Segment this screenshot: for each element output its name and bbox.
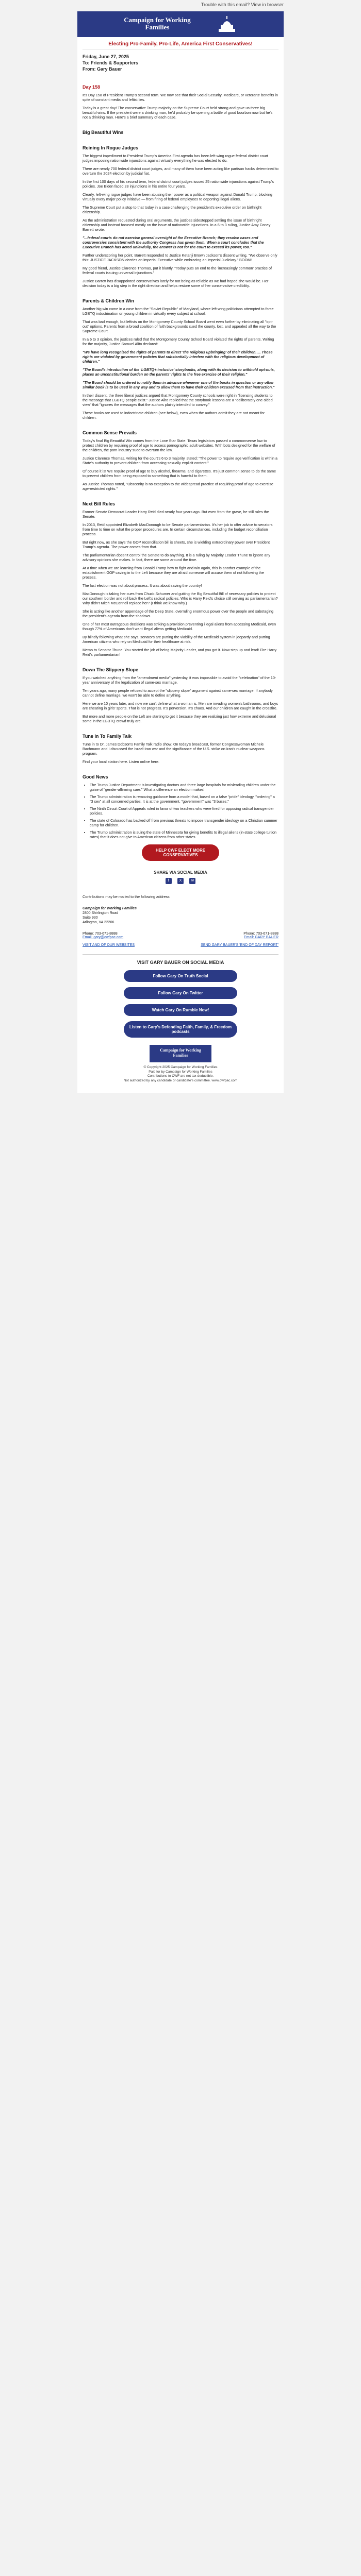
day-counter: Day 158 [83,84,101,90]
contrib-note: Contributions may be mailed to the following address: [83,894,171,899]
good-news-item: • The Trump administration is suing the state of Minnesota for giving benefits to illegal aliens (in-state college tuition rates) that it does not give to American citizens from other states. [90,830,278,839]
body-paragraph: She is acting like another appendage of the Deep State, overruling enormous power over the people and sabotaging the president's agenda from the shadows. [83,609,274,618]
body-paragraph: Tune in to Dr. James Dobson's Family Talk radio show. On today's broadcast, former Congresswoman Michele Bachmann and I discussed the Israel-Iran war and the significance of the U.S. strike on Iran's nuclear weapons program. [83,742,265,756]
body-paragraph: In the first 100 days of his second term, federal district court judges issued 25 nationwide injunctions against Trump's policies. Joe Biden faced 28 injunctions in his entire four years. [83,179,274,189]
footer: © Copyright 2025 Campaign for Working Families Paid for by Campaign for Working Families Contributions to CWF are not tax-deductible. Not authorized by any candidate or candidate's committee. www.cwfpac.com [123,1065,238,1082]
body-paragraph: The Supreme Court put a stop to that today in a case challenging the president's executive order on birthright citizenship. [83,205,261,214]
website-links [83,943,278,947]
section-heading: Tune In To Family Talk [83,734,132,739]
email-link-left[interactable]: Email: gary@cwfpac.com [83,936,124,939]
body-paragraph: Today's final Big Beautiful Win comes from the Lone Star State. Texas legislators passed a commonsense law to protect children by requiring proof of age to access pornographic adult websites. With bots designed for the welfare of the children, the porn industry sued to overturn the law. [83,438,275,452]
body-paragraph: As Justice Thomas noted, "Obscenity is no exception to the widespread practice of requiring proof of age to exercise age-restricted rights." [83,482,273,491]
body-paragraph: But more and more people on the Left are starting to get it because they are realizing just how extreme and delusional some in the LGBTQ crowd truly are. [83,714,276,723]
email-icon[interactable]: ✉ [189,878,195,884]
body-paragraph: In 2013, Reid appointed Elizabeth MacDonough to be Senate parliamentarian. It's her job to offer advice to senators from time to time on what the proper procedures are. In certain circumstances, including the budget reconciliation process. [83,522,273,536]
body-paragraph: By blindly following what she says, senators are putting the viability of the Medicaid system in jeopardy and putting American citizens who rely on Medicaid for their healthcare at risk. [83,635,270,644]
section-heading: Big Beautiful Wins [83,130,124,135]
capitol-icon [217,15,237,33]
body-paragraph: At a time when we are learning from Donald Trump how to fight and win again, this is another example of the establishment GOP caving in to the Left because they are afraid someone will accuse them of not following the process. [83,566,264,580]
truth-social-button[interactable]: Follow Gary On Truth Social [124,970,237,982]
body-paragraph: Former Senate Democrat Leader Harry Reid died nearly four years ago. But even from the grave, he still rules the Senate. [83,510,269,519]
tagline: Electing Pro-Family, Pro-Life, America First Conservatives! [83,37,278,49]
body-paragraph: Memo to Senator Thune: You started the job of being Majority Leader, and you got it. Now step up and lead! Fire Harry Reid's parliamentarian! [83,648,277,657]
body-paragraph: Another big win came in a case from the "Soviet Republic" of Maryland, where left-wing politicians attempted to force LGBTQ indoctrination on young children in virtually every subject at school. [83,307,274,316]
section-heading: Down The Slippery Slope [83,667,139,672]
body-paragraph: My good friend, Justice Clarence Thomas, put it bluntly, "Today puts an end to the 'increasingly common' practice of federal courts issuing universal injunctions." [83,266,272,275]
section-heading: Common Sense Prevails [83,430,137,435]
section-heading: Reining In Rogue Judges [83,145,139,150]
section-heading: Parents & Children Win [83,298,134,303]
body-paragraph: Ten years ago, many people refused to accept the "slippery slope" argument against same-sex marriage. If anybody cannot define marriage, we won't be able to define anything. [83,688,273,698]
section-heading: Good News [83,774,108,779]
email-body [77,11,284,1093]
intro-paragraph: Today is a great day! The conservative Trump majority on the Supreme Court held strong and gave us three big beautiful wins. If the president were a drinking man, he'd probably be opening a bottle of good bourbon now but he's not a drinking man. Here's a brief summary of each case. [83,106,273,120]
good-news-list [83,783,278,839]
header-banner [77,11,284,37]
body-paragraph: In a 6 to 3 opinion, the justices ruled that the Montgomery County School Board violated the rights of parents. Writing for the majority, Justice Samuel Alito declared: [83,337,274,346]
intro-paragraph: It's Day 158 of President Trump's second term. We now see that their Social Security, Medicare, or veterans' benefits in spite of constant media and leftist lies. [83,93,278,102]
rumble-button[interactable]: Watch Gary On Rumble Now! [124,1004,237,1016]
body-paragraph: Justice Clarence Thomas, writing for the court's 6 to 3 majority, stated: "The power to require age verification is within a State's authority to prevent children from accessing sexually explicit content." [83,456,277,465]
body-paragraph: Find your local station here. Listen online here. [83,759,160,764]
facebook-icon[interactable]: f [166,878,172,884]
body-paragraph: The parliamentarian doesn't control the Senate to do anything. It is a ruling by Majority Leader Thune to ignore any advisory opinions she makes. In fact, there are some around the time. [83,553,271,562]
visit-websites-link[interactable]: VISIT AND OF OUR WEBSITES [83,943,135,947]
body-paragraph: That was bad enough, but leftists on the Montgomery County School Board went even further by eliminating all "opt-out" options. Parents from a broad coalition of faith backgrounds sued the county, lost, and appealed all the way to the Supreme Court. [83,319,276,333]
memo-header: Friday, June 27, 2025 To: Friends & Supporters From: Gary Bauer [83,54,138,72]
body-paragraph: Clearly, left-wing rogue judges have been abusing their power as a political weapon against Donald Trump, blocking virtually every major policy initiative — from firing of federal employees to deporting illegal aliens. [83,192,272,201]
quote-paragraph: "The Board should be ordered to notify them in advance whenever one of the books in question or any other similar book is to be used in any way and to allow them to have their children excused from that instruction." [83,380,275,389]
good-news-item: • The Ninth Circuit Court of Appeals ruled in favor of two teachers who were fired for opposing radical transgender policies. [90,806,278,816]
share-icons [83,877,278,884]
visit-social-heading: VISIT GARY BAUER ON SOCIAL MEDIA [137,960,224,965]
good-news-item: • The state of Colorado has backed off from previous threats to impose transgender ideology on a Christian summer camp for children. [90,818,278,827]
divider [83,954,278,955]
body-paragraph: The last election was not about process. It was about saving the country! [83,583,202,588]
body-paragraph: The biggest impediment to President Trump's America First agenda has been left-wing rogue federal district court judges imposing nationwide injunctions against virtually everything he was elected to do. [83,154,268,163]
contact-block: Phone: 703-671-8888 Email: gary@cwfpac.com Phone: 703-671-8888 Email: GARY BAUER [83,932,278,939]
x-icon[interactable]: X [177,878,184,884]
body-paragraph: MacDonough is taking her cues from Chuck Schumer and gutting the Big Beautiful Bill of necessary policies to protect our southern border and roll back the Left's radical policies. Who is Harry Reid's choice still serving as parliamentarian? Why didn't Mitch McConnell replace her? (I think we know why.) [83,591,278,605]
end-of-day-report-link[interactable]: SEND GARY BAUER'S 'END OF DAY REPORT' [201,943,278,947]
good-news-item: • The Trump Justice Department is investigating doctors and three large hospitals for misleading children under the guise of "gender-affirming care." What a difference an election makes! [90,783,278,792]
help-elect-button[interactable]: HELP CWF ELECT MORE CONSERVATIVES [142,844,219,861]
quote-paragraph: "...federal courts do not exercise general oversight of the Executive Branch; they resolve cases and controversies consistent with the authority Congress has given them. When a court concludes that the Executive Branch has acted unlawfully, the answer is not for the court to exceed its power, too." [83,235,264,249]
body-paragraph: These books are used to indoctrinate children (see below), even when the authors admit they are not meant for children. [83,411,265,420]
good-news-item: • The Trump administration is removing guidance from a model that, based on a false "pride" ideology, "ordering" a "3 sex" at all concerned parties. It is at the government, "government" was "3 buses." [90,794,278,804]
body-paragraph: In their dissent, the three liberal justices argued that Montgomery County schools were right in "licensing students to the message that LGBTQ people exist." Justice Alito replied that the storybook lessons are a "deliberately one-sided view" that "ignores the messages that the authors plainly intended to convey." [83,393,273,407]
view-in-browser[interactable]: Trouble with this email? View in browser [201,2,284,7]
body-paragraph: Justice Barrett has disappointed conservatives lately for not being as reliable as we had hoped she would be. Her decision today is a big step in the right direction and helps restore some of her conservative credibility. [83,279,269,288]
body-paragraph: As the administration requested during oral arguments, the justices sidestepped settling the issue of birthright citizenship and instead focused mostly on the issue of nationwide injunctions. In a 6 to 3 ruling, Justice Amy Coney Barrett wrote: [83,218,271,232]
body-paragraph: But right now, as she says the GOP reconciliation bill is sheets, she is wielding extraordinary power over President Trump's agenda. The power comes from that. [83,540,270,549]
quote-paragraph: "We have long recognized the rights of parents to direct 'the religious upbringing' of their children. ... Those rights are violated by government policies that substantially interfere with the religious development of children." [83,350,273,364]
body-paragraph: There are nearly 700 federal district court judges, and many of them have been acting like partisan hacks determined to overturn the 2024 election by judicial fiat. [83,166,278,176]
email-link-right[interactable]: Email: GARY BAUER [243,936,278,939]
mailing-address: Campaign for Working Families 2800 Shirlington Road Suite 930 Arlington, VA 22206 [83,907,137,924]
logo-text: Campaign for Working Families [124,16,191,31]
twitter-button[interactable]: Follow Gary On Twitter [124,987,237,999]
intro [83,93,278,120]
body-paragraph: Further underscoring her point, Barrett responded to Justice Ketanji Brown Jackson's dissent writing, "We observe only this: JUSTICE JACKSON decries an imperial Executive while embracing an imperial Judiciary." BOOM! [83,253,277,262]
quote-paragraph: "The Board's introduction of the 'LGBTQ+-inclusive' storybooks, along with its decision to withhold opt-outs, places an unconstitutional burden on the parents' rights to the free exercise of their religion." [83,367,275,377]
body-paragraph: One of her most outrageous decisions was striking a provision preventing illegal aliens from accessing Medicaid, even though 77% of Americans don't want illegal aliens getting Medicaid. [83,622,276,631]
body-paragraph: Of course it is! We require proof of age to buy alcohol, firearms, and cigarettes. It's just common sense to do the same to prevent children from being exposed to something that is harmful to them. [83,469,276,478]
share-heading: SHARE VIA SOCIAL MEDIA [154,870,207,875]
footer-logo: Campaign for Working Families [150,1045,211,1062]
article-sections [83,130,278,779]
section-heading: Next Bill Rules [83,501,116,506]
body-paragraph: Here we are 10 years later, and now we can't define what a woman is. Men are invading women's bathrooms, and boys are cheating in girls' sports. That is not progress. It's perversion. It's chaos. And our children are caught in the crossfire. [83,701,278,710]
podcast-button[interactable]: Listen to Gary's Defending Faith, Family, & Freedom podcasts [124,1021,237,1038]
body-paragraph: If you watched anything from the "amendment media" yesterday, it was impossible to avoid the "celebration" of the 10-year anniversary of the legalization of same-sex marriage. [83,675,276,685]
